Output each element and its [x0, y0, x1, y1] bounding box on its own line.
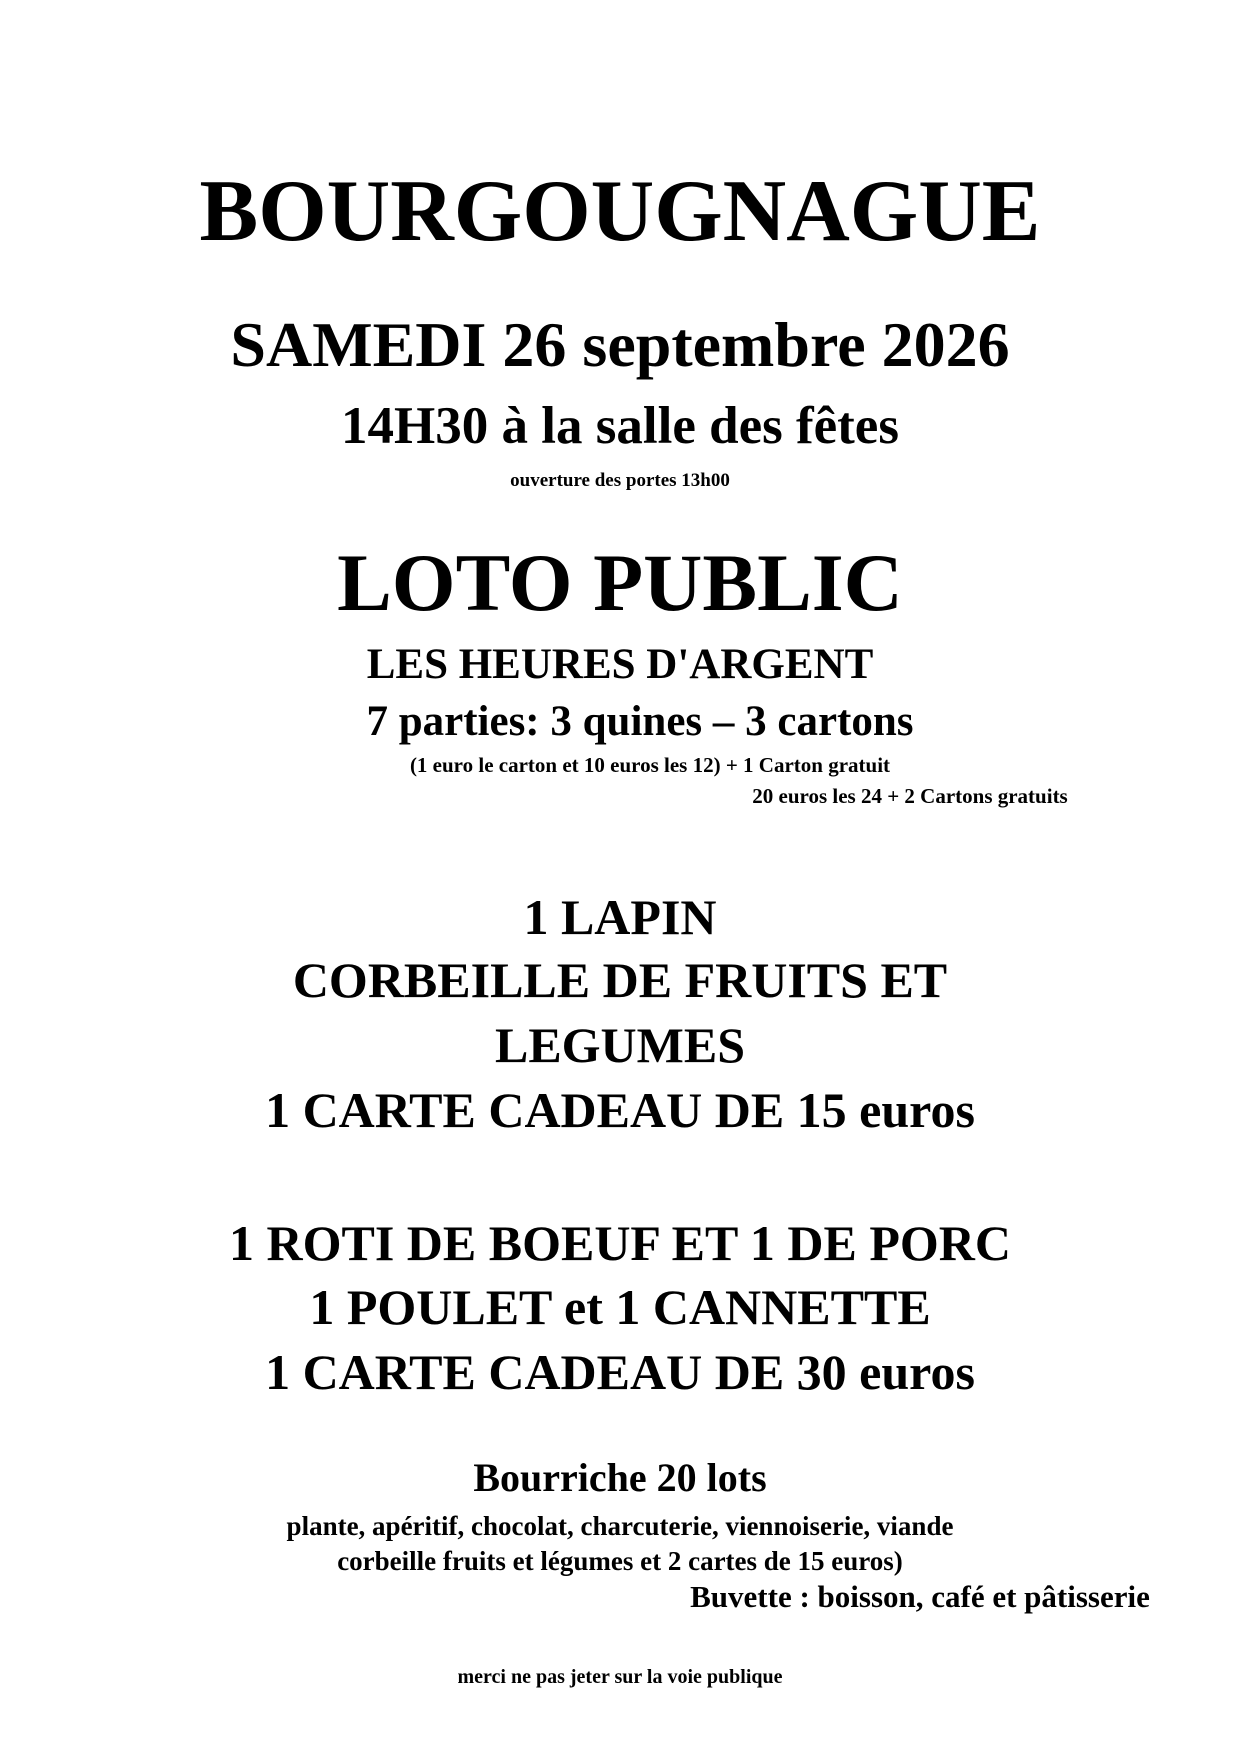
prize-line-text: 1 CARTE CADEAU DE 15 euros	[265, 1082, 975, 1138]
bourriche-line-1-text: plante, apéritif, chocolat, charcuterie, viennoiserie, viande	[286, 1511, 954, 1541]
prize-line-text: CORBEILLE DE FRUITS ET	[292, 952, 948, 1008]
prize-line	[0, 1082, 1240, 1138]
games-info	[0, 700, 1240, 743]
footer-notice	[0, 1667, 1240, 1687]
bourriche-line-2	[0, 1548, 1240, 1575]
bourriche-line-1	[0, 1513, 1240, 1540]
prize-line	[0, 1215, 1240, 1271]
prize-line	[0, 1279, 1240, 1335]
footer-notice-text: merci ne pas jeter sur la voie publique	[457, 1666, 783, 1688]
bourriche-line-2-text: corbeille fruits et légumes et 2 cartes de 15 euros)	[337, 1546, 903, 1576]
event-time-place	[0, 397, 1240, 455]
bourriche-title	[0, 1455, 1240, 1500]
pricing-line-1	[0, 755, 1240, 776]
prize-line-text: 1 POULET et 1 CANNETTE	[309, 1279, 931, 1335]
prize-line	[0, 889, 1240, 945]
prize-line	[0, 952, 1240, 1008]
pricing-line-2-text: 20 euros les 24 + 2 Cartons gratuits	[752, 784, 1068, 808]
prize-line-text: LEGUMES	[494, 1017, 746, 1073]
bourriche-title-text: Bourriche 20 lots	[473, 1455, 767, 1500]
town-title	[0, 163, 1240, 260]
event-date	[0, 309, 1240, 380]
doors-opening	[0, 471, 1240, 490]
prize-line-text: 1 LAPIN	[523, 889, 717, 945]
buvette-text: Buvette : boisson, café et pâtisserie	[690, 1579, 1150, 1614]
buvette	[0, 1581, 1240, 1612]
event-subtitle-text: LES HEURES D'ARGENT	[366, 641, 874, 688]
prize-line	[0, 1344, 1240, 1400]
event-title-text: LOTO PUBLIC	[337, 537, 903, 628]
prize-line	[0, 1017, 1240, 1073]
games-info-text: 7 parties: 3 quines – 3 cartons	[366, 698, 914, 745]
pricing-line-1-text: (1 euro le carton et 10 euros les 12) + 1 Carton gratuit	[409, 753, 891, 777]
event-time-place-text: 14H30 à la salle des fêtes	[341, 397, 899, 455]
event-title	[0, 537, 1240, 628]
event-subtitle	[0, 643, 1240, 686]
event-date-text: SAMEDI 26 septembre 2026	[230, 309, 1010, 380]
prize-line-text: 1 ROTI DE BOEUF ET 1 DE PORC	[228, 1215, 1012, 1271]
town-title-text: BOURGOUGNAGUE	[199, 163, 1041, 260]
pricing-line-2	[0, 786, 1240, 807]
doors-opening-text: ouverture des portes 13h00	[510, 470, 730, 491]
prize-line-text: 1 CARTE CADEAU DE 30 euros	[265, 1344, 975, 1400]
